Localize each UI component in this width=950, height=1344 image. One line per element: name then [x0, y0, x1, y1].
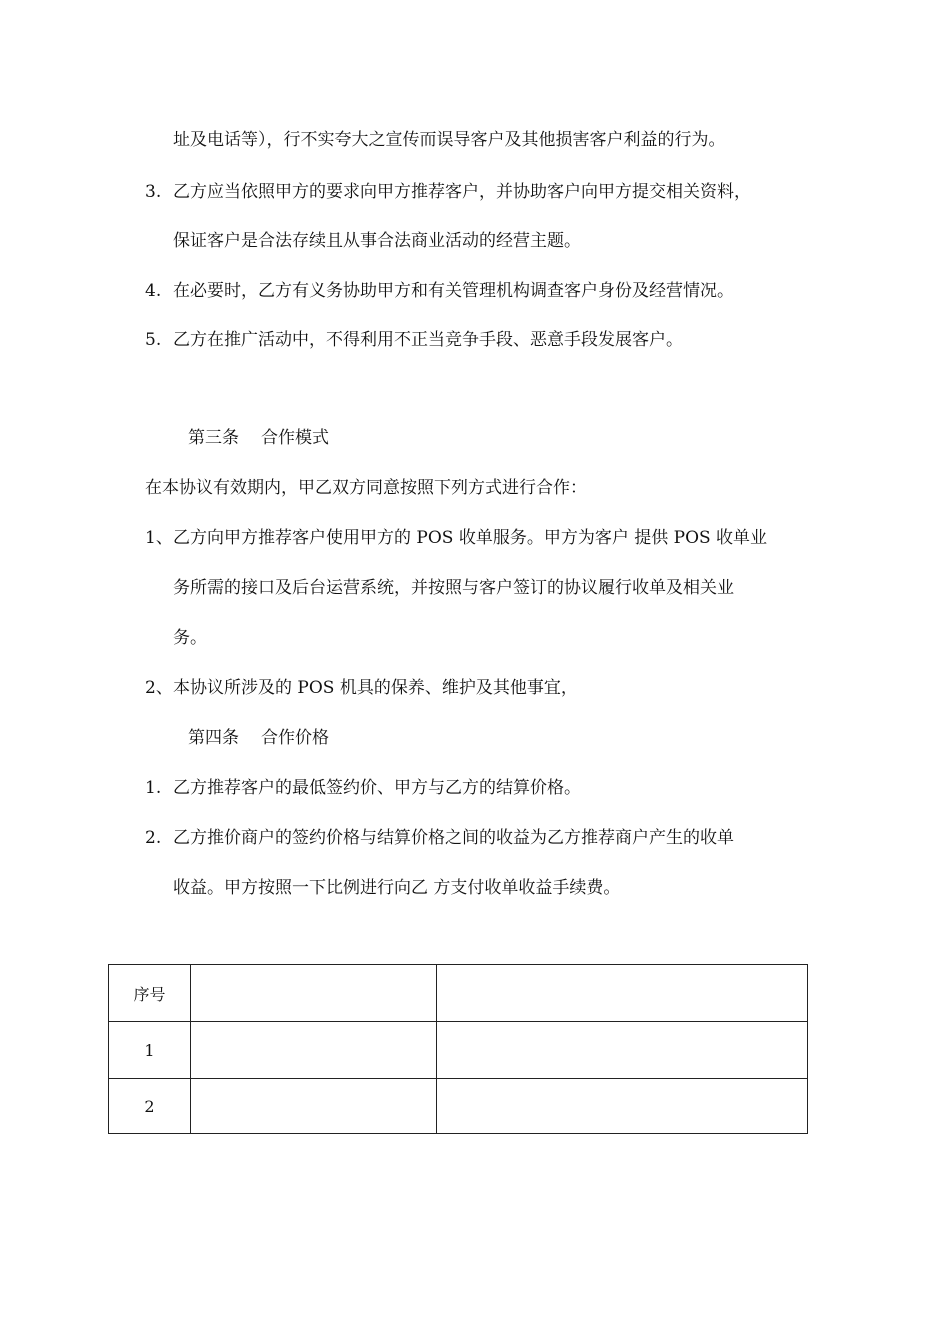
list-item-text: 务。: [173, 628, 207, 648]
section-heading-4: [188, 727, 329, 749]
table-row: [109, 1079, 808, 1134]
table-cell: [191, 1079, 437, 1134]
list-item-text: 保证客户是合法存续且从事合法商业活动的经营主题。: [173, 231, 581, 251]
table-cell: 1: [109, 1022, 191, 1079]
heading-number: 第四条: [188, 728, 239, 748]
table-row: [109, 1022, 808, 1079]
table-header-cell: [437, 965, 808, 1022]
table-header-cell: 序号: [109, 965, 191, 1022]
heading-title: 合作价格: [261, 728, 329, 748]
table-cell: 2: [109, 1079, 191, 1134]
list-number: 1、: [145, 528, 173, 548]
section-heading-3: [188, 427, 329, 449]
commission-table: [108, 964, 808, 1134]
list-number: 4.: [145, 281, 162, 301]
heading-number: 第三条: [188, 428, 239, 448]
list-number: 3.: [145, 182, 162, 202]
heading-title: 合作模式: [261, 428, 329, 448]
table-cell: [437, 1079, 808, 1134]
table-cell: [437, 1022, 808, 1079]
table-cell: [191, 1022, 437, 1079]
list-item-text: 乙方推荐客户的最低签约价、甲方与乙方的结算价格。: [173, 778, 581, 798]
list-item-text: 乙方推价商户的签约价格与结算价格之间的收益为乙方推荐商户产生的收单: [173, 828, 734, 848]
list-item-text: 本协议所涉及的 POS 机具的保养、维护及其他事宜，: [173, 678, 578, 698]
list-item-text: 乙方在推广活动中，不得利用不正当竞争手段、恶意手段发展客户。: [173, 330, 683, 350]
list-number: 1.: [145, 778, 162, 798]
list-number: 5.: [145, 330, 162, 350]
list-item-text: 务所需的接口及后台运营系统，并按照与客户签订的协议履行收单及相关业: [173, 578, 734, 598]
table-header-cell: [191, 965, 437, 1022]
clause-continuation: 址及电话等），行不实夸大之宣传而误导客户及其他损害客户利益的行为。: [173, 130, 726, 150]
list-item-text: 乙方应当依照甲方的要求向甲方推荐客户，并协助客户向甲方提交相关资料，: [173, 182, 751, 202]
list-number: 2、: [145, 678, 173, 698]
list-item-text: 收益。甲方按照一下比例进行向乙 方支付收单收益手续费。: [173, 878, 621, 898]
list-item-text: 乙方向甲方推荐客户使用甲方的 POS 收单服务。甲方为客户 提供 POS 收单业: [173, 528, 768, 548]
list-item-text: 在必要时，乙方有义务协助甲方和有关管理机构调查客户身份及经营情况。: [173, 281, 734, 301]
section-intro: 在本协议有效期内，甲乙双方同意按照下列方式进行合作：: [145, 478, 587, 498]
table-header-row: [109, 965, 808, 1022]
list-number: 2.: [145, 828, 162, 848]
